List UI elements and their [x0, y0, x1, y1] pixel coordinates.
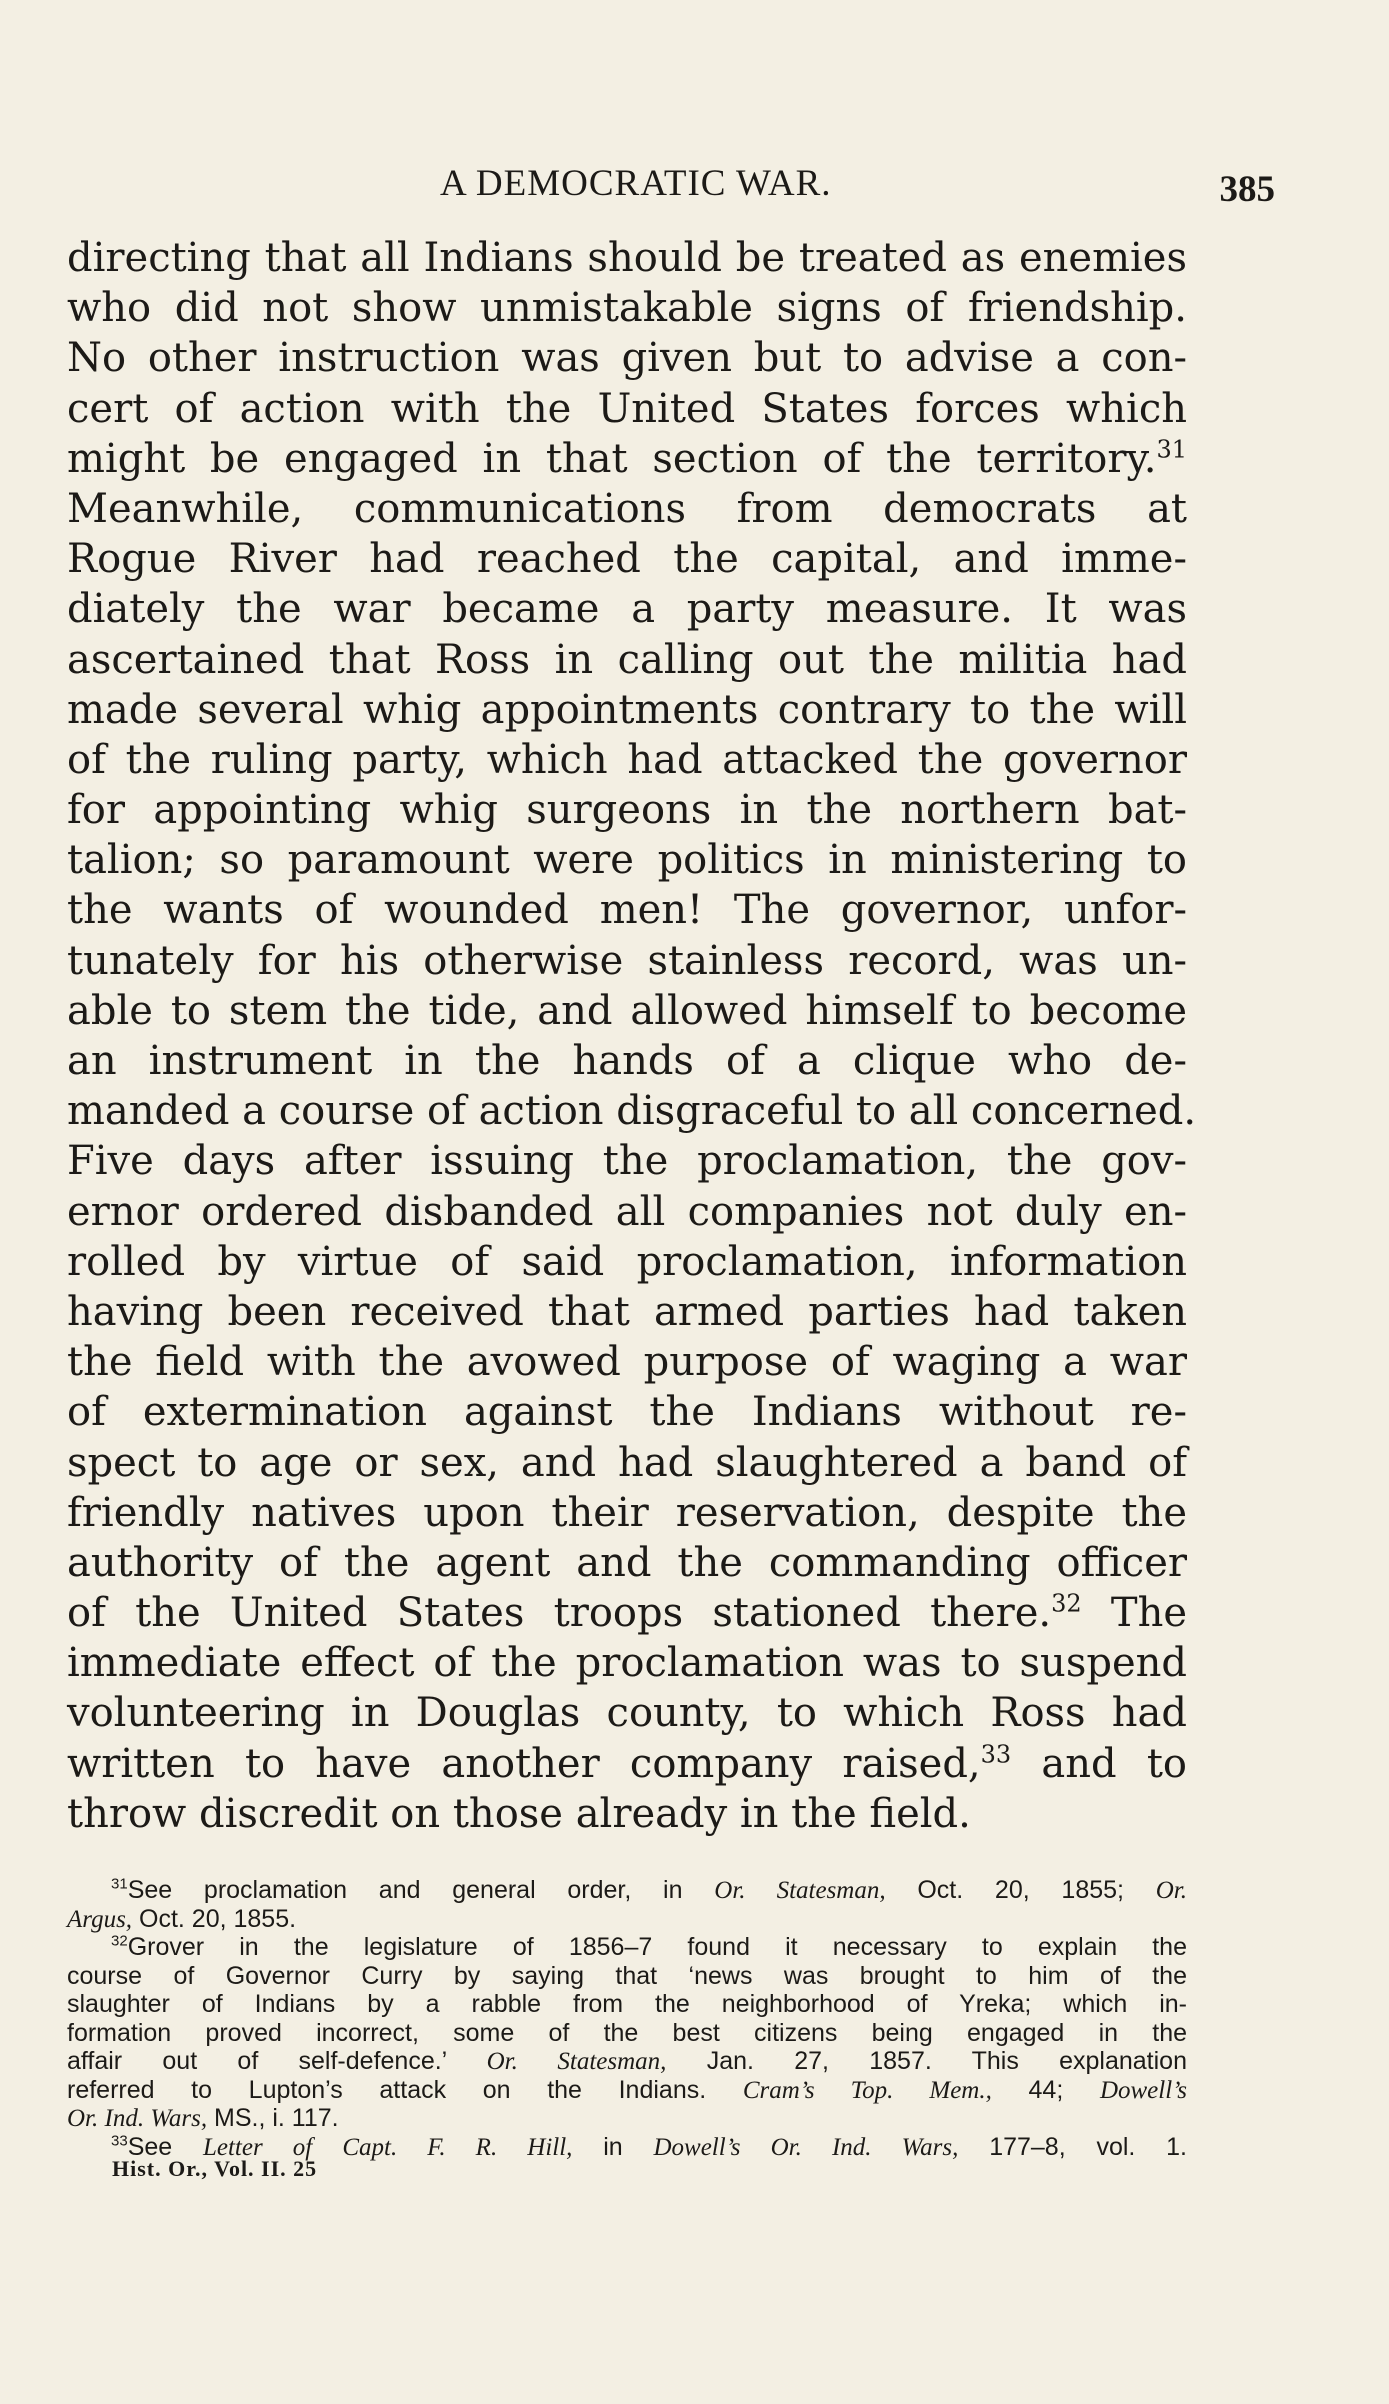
body-line: diately the war became a party measure. It was [67, 586, 1187, 633]
footnote-32-line: course of Governor Curry by saying that ‘news was brought to him of the [67, 1961, 1187, 1990]
footnote-ref: 31 [1156, 435, 1187, 464]
footnote-32-line: Or. Ind. Wars, MS., i. 117. [67, 2104, 339, 2132]
body-line: authority of the agent and the commanding officer [67, 1539, 1187, 1586]
body-line: of extermination against the Indians without re- [67, 1389, 1187, 1436]
body-line: friendly natives upon their reservation, despite the [67, 1489, 1187, 1536]
footnote-ref: 33 [980, 1740, 1012, 1769]
body-line: tunately for his otherwise stainless record, was un- [67, 937, 1187, 984]
body-line: volunteering in Douglas county, to which Ross had [67, 1690, 1187, 1737]
body-line: of the United States troops stationed there.$^{32}$ The [67, 1589, 1188, 1637]
footnote-33: $^{33}$See Letter of Capt. F. R. Hill, in Dowell’s Or. Ind. Wars, 177–8, vol. 1. [111, 2132, 1187, 2161]
body-line: rolled by virtue of said proclamation, information [67, 1238, 1187, 1285]
body-line: might be engaged in that section of the territory.$^{31}$ [67, 435, 1187, 482]
body-line: spect to age or sex, and had slaughtered a band of [67, 1439, 1187, 1486]
body-line: talion; so paramount were politics in ministering to [67, 837, 1187, 884]
body-line: for appointing whig surgeons in the northern bat- [67, 787, 1187, 834]
body-line: Rogue River had reached the capital, and imme- [67, 536, 1187, 583]
body-line: directing that all Indians should be treated as enemies [67, 235, 1187, 281]
footnote-ref: 32 [1051, 1589, 1082, 1618]
body-line: throw discredit on those already in the field. [67, 1790, 971, 1837]
body-line: No other instruction was given but to advise a con- [67, 335, 1187, 382]
body-line: the field with the avowed purpose of waging a war [67, 1339, 1187, 1386]
body-line: ascertained that Ross in calling out the militia had [67, 636, 1187, 683]
body-line: having been received that armed parties had taken [67, 1288, 1187, 1335]
body-line: immediate effect of the proclamation was to suspend [67, 1640, 1187, 1687]
body-line: Meanwhile, communications from democrats at [67, 485, 1187, 532]
body-line: the wants of wounded men! The governor, unfor- [67, 887, 1187, 934]
body-line: who did not show unmistakable signs of friendship. [67, 285, 1187, 332]
body-line: able to stem the tide, and allowed himself to become [67, 987, 1187, 1034]
body-line: ernor ordered disbanded all companies not duly en- [67, 1188, 1187, 1235]
footnote-32-line: formation proved incorrect, some of the best citizens being engaged in the [67, 2018, 1187, 2047]
footnote-31: $^{31}$See proclamation and general order, in Or. Statesman, Oct. 20, 1855; Or. [111, 1875, 1188, 1904]
footnote-32: $^{32}$Grover in the legislature of 1856–7 found it necessary to explain the [111, 1932, 1187, 1961]
page-number: 385 [1219, 169, 1275, 210]
signature-mark: Hist. Or., Vol. II. 25 [112, 2156, 318, 2181]
footnote-32-line: affair out of self-defence.’ Or. Statesman, Jan. 27, 1857. This explanation [67, 2047, 1187, 2075]
body-line: manded a course of action disgraceful to all concerned. [67, 1088, 1197, 1135]
body-line: made several whig appointments contrary to the will [67, 686, 1187, 733]
footnotes [67, 1876, 1187, 2161]
body-line: of the ruling party, which had attacked the governor [67, 736, 1187, 783]
running-head [0, 162, 1389, 210]
footnote-31-cont: Argus, Oct. 20, 1855. [67, 1904, 297, 1933]
body-text [67, 233, 1197, 1839]
body-line: an instrument in the hands of a clique who de- [67, 1038, 1187, 1084]
footnote-32-line: referred to Lupton’s attack on the Indians. Cram’s Top. Mem., 44; Dowell’s [67, 2075, 1187, 2104]
running-title: A DEMOCRATIC WAR. [440, 163, 832, 204]
body-line: cert of action with the United States forces which [67, 385, 1187, 432]
footnote-32-line: slaughter of Indians by a rabble from the neighborhood of Yreka; which in- [67, 1990, 1187, 2018]
body-line: Five days after issuing the proclamation, the gov- [67, 1138, 1187, 1185]
body-line: written to have another company raised,$^{33}$ and to [67, 1740, 1187, 1787]
